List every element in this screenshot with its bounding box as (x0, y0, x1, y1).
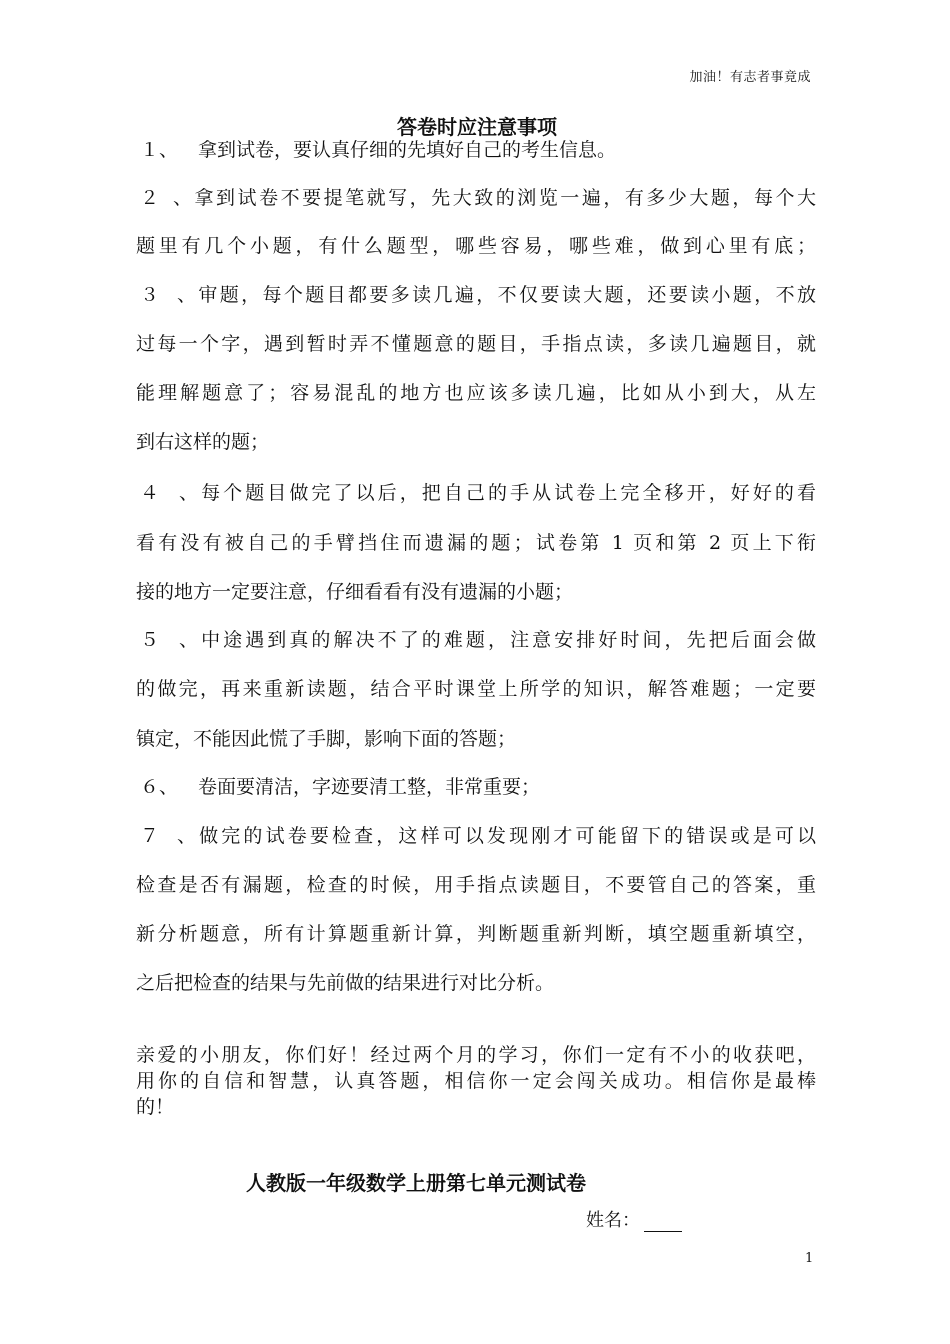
item-text: 拿到试卷不要提笔就写，先大致的浏览一遍，有多少大题，每个大 (192, 187, 816, 209)
encouragement-line: 的！ (136, 1096, 175, 1118)
item-number: ５、 (140, 629, 198, 651)
notice-item-4 (136, 481, 816, 505)
header-motto: 加油！有志者事竟成 (689, 70, 811, 85)
notice-title: 答卷时应注意事项 (397, 115, 557, 139)
exam-title: 人教版一年级数学上册第七单元测试卷 (246, 1171, 586, 1195)
name-blank (644, 1213, 682, 1232)
item-number: ７、 (140, 825, 196, 847)
item-number: ４、 (140, 482, 198, 504)
item-text: 做完的试卷要检查，这样可以发现刚才可能留下的错误或是可以 (196, 825, 816, 847)
notice-line: 题里有几个小题，有什么题型，哪些容易，哪些难，做到心里有底； (136, 235, 816, 257)
item-text: 卷面要清洁，字迹要清工整，非常重要； (198, 776, 541, 798)
notice-line: 接的地方一定要注意，仔细看看有没有遗漏的小题； (136, 581, 574, 603)
notice-line: 到右这样的题； (136, 431, 270, 453)
notice-item-2 (136, 186, 816, 210)
item-number: １、 (140, 139, 179, 161)
item-text: 每个题目做完了以后，把自己的手从试卷上完全移开，好好的看 (198, 482, 816, 504)
notice-line: 新分析题意，所有计算题重新计算，判断题重新判断，填空题重新填空， (136, 923, 816, 945)
notice-item-6 (136, 775, 816, 799)
notice-line: 看有没有被自己的手臂挡住而遗漏的题；试卷第 1 页和第 2 页上下衔 (136, 532, 816, 554)
notice-line: 镇定，不能因此慌了手脚，影响下面的答题； (136, 728, 517, 750)
notice-line: 之后把检查的结果与先前做的结果进行对比分析。 (136, 972, 555, 994)
item-number: ２、 (140, 187, 192, 209)
item-text: 审题，每个题目都要多读几遍，不仅要读大题，还要读小题，不放 (196, 284, 816, 306)
notice-line: 检查是否有漏题，检查的时候，用手指点读题目，不要管自己的答案，重 (136, 874, 816, 896)
notice-item-1 (136, 138, 816, 162)
notice-line: 能理解题意了；容易混乱的地方也应该多读几遍，比如从小到大，从左 (136, 382, 816, 404)
item-number: ３、 (140, 284, 196, 306)
notice-line: 过每一个字，遇到暂时弄不懂题意的题目，手指点读，多读几遍题目，就 (136, 333, 816, 355)
name-label: 姓名： (586, 1210, 640, 1231)
name-field (586, 1206, 682, 1232)
item-text: 拿到试卷，要认真仔细的先填好自己的考生信息。 (198, 139, 617, 161)
encouragement-line: 亲爱的小朋友，你们好！经过两个月的学习，你们一定有不小的收获吧， (136, 1044, 816, 1066)
notice-item-3 (136, 283, 816, 307)
encouragement-line: 用你的自信和智慧，认真答题，相信你一定会闯关成功。相信你是最棒 (136, 1070, 816, 1092)
page-number: 1 (805, 1251, 814, 1266)
notice-item-5 (136, 628, 816, 652)
item-number: ６、 (140, 776, 179, 798)
item-text: 中途遇到真的解决不了的难题，注意安排好时间，先把后面会做 (198, 629, 816, 651)
notice-line: 的做完，再来重新读题，结合平时课堂上所学的知识，解答难题；一定要 (136, 678, 816, 700)
notice-item-7 (136, 824, 816, 848)
